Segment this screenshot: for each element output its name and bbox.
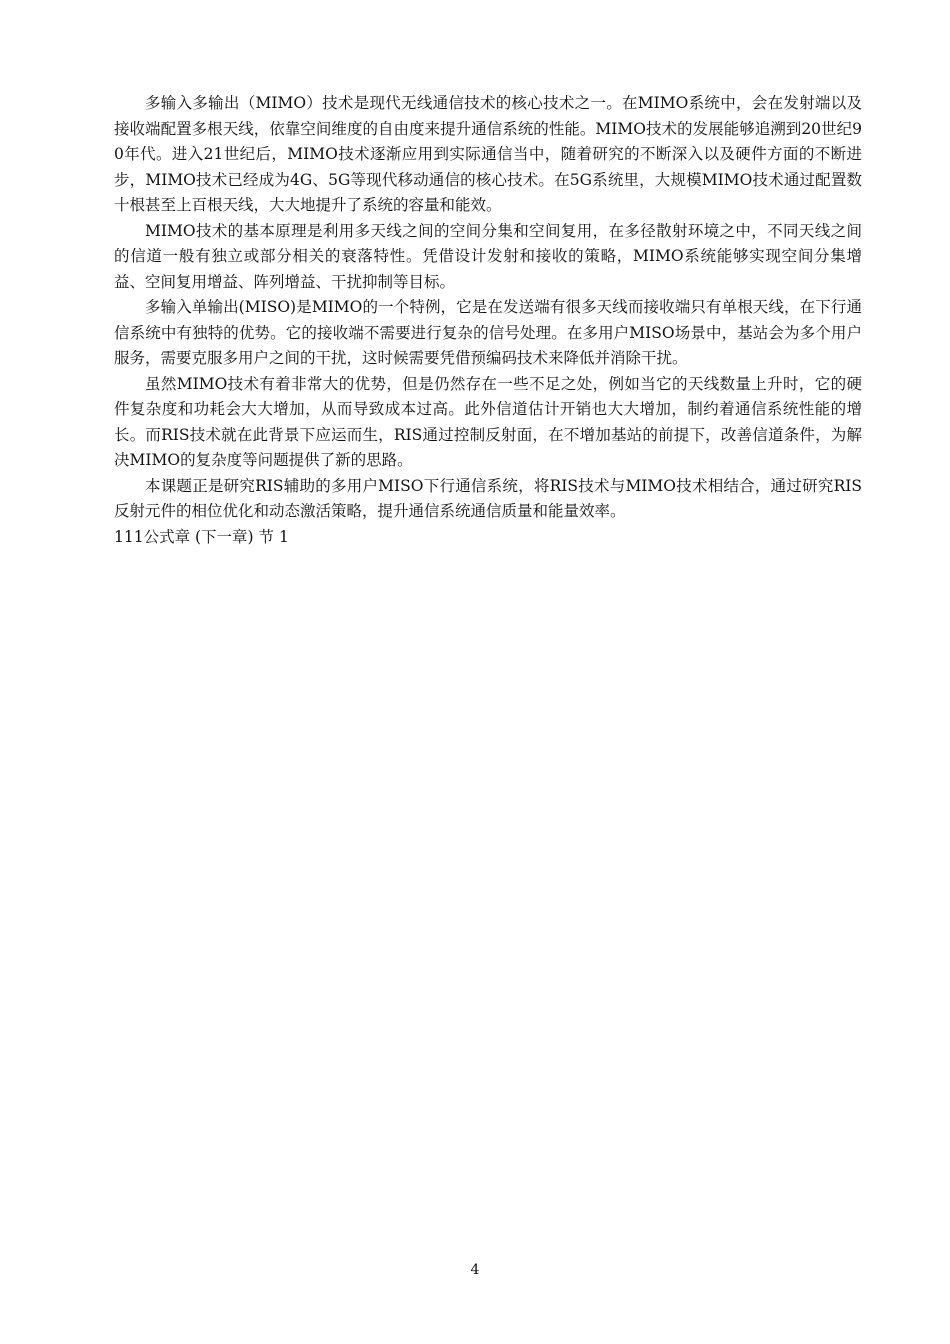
paragraph-mimo-intro: 多输入多输出（MIMO）技术是现代无线通信技术的核心技术之一。在MIMO系统中，会在发射端以及接收端配置多根天线，依靠空间维度的自由度来提升通信系统的性能。MIMO技术的发展能够追溯到20世纪90年代。进入21世纪后，MIMO技术逐渐应用到实际通信当中，随着研究的不断深入以及硬件方面的不断进步，MIMO技术已经成为4G、5G等现代移动通信的核心技术。在5G系统里，大规模MIMO技术通过配置数十根甚至上百根天线，大大地提升了系统的容量和能效。 (114, 94, 862, 214)
body-text (114, 91, 862, 550)
paragraph-mimo-principle: MIMO技术的基本原理是利用多天线之间的空间分集和空间复用，在多径散射环境之中，不同天线之间的信道一般有独立或部分相关的衰落特性。凭借设计发射和接收的策略，MIMO系统能够实现空间分集增益、空间复用增益、阵列增益、干扰抑制等目标。 (114, 221, 862, 291)
paragraph-research-topic: 本课题正是研究RIS辅助的多用户MISO下行通信系统，将RIS技术与MIMO技术相结合，通过研究RIS反射元件的相位优化和动态激活策略，提升通信系统通信质量和能量效率。 (114, 476, 862, 520)
page-number: 4 (470, 1262, 480, 1278)
paragraph-miso: 多输入单输出(MISO)是MIMO的一个特例，它是在发送端有很多天线而接收端只有单根天线，在下行通信系统中有独特的优势。它的接收端不需要进行复杂的信号处理。在多用户MISO场景中，基站会为多个用户服务，需要克服多用户之间的干扰，这时候需要凭借预编码技术来降低并消除干扰。 (114, 298, 862, 367)
paragraph-mimo-limitations: 虽然MIMO技术有着非常大的优势，但是仍然存在一些不足之处，例如当它的天线数量上升时，它的硬件复杂度和功耗会大大增加，从而导致成本过高。此外信道估计开销也大大增加，制约着通信系统性能的增长。而RIS技术就在此背景下应运而生，RIS通过控制反射面，在不增加基站的前提下，改善信道条件，为解决MIMO的复杂度等问题提供了新的思路。 (114, 374, 862, 469)
field-code-chapter-section: 111公式章 (下一章) 节 1 (114, 527, 289, 546)
